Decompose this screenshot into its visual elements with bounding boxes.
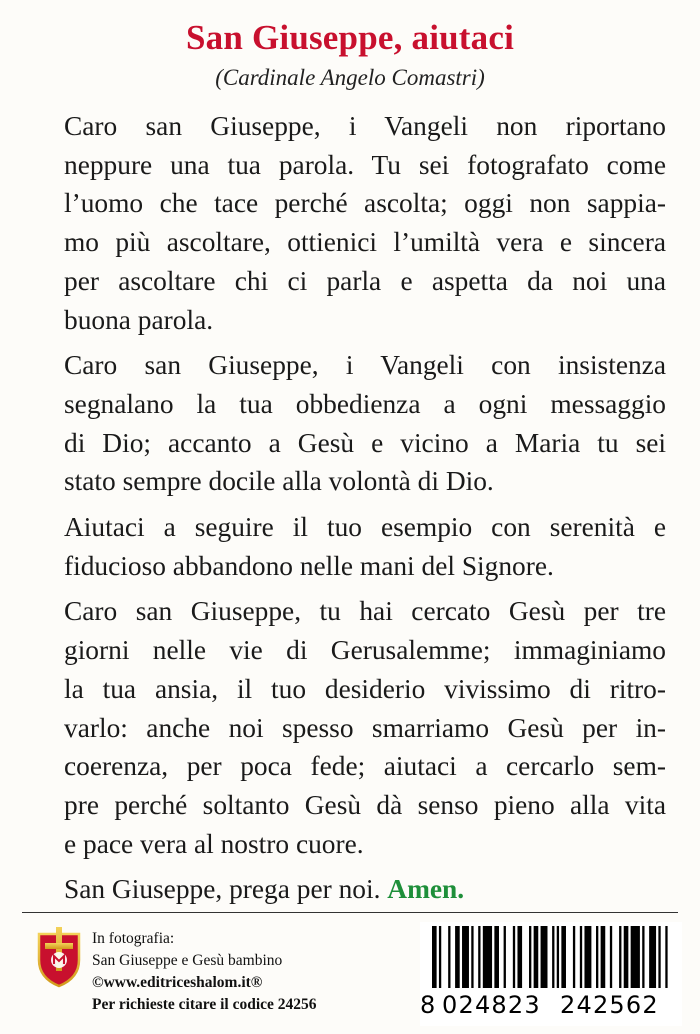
text-line: mo più ascoltare, ottienici l’umiltà vera e sincera (64, 227, 666, 258)
code-note: Per richieste citare il codice 24256 (92, 996, 317, 1013)
text-line: per ascoltare chi ci parla e aspetta da noi una (64, 265, 666, 296)
footer-divider (22, 912, 678, 913)
barcode-bar (478, 926, 480, 996)
barcode-bar (471, 926, 473, 996)
barcode-first-digit: 8 (420, 991, 437, 1019)
paragraph-1 (40, 107, 666, 339)
barcode-bar (631, 926, 640, 996)
text-line: varlo: anche noi spesso smarriamo Gesù per in- (64, 712, 666, 743)
cross-shield-logo-icon (36, 926, 82, 988)
text-line: Caro san Giuseppe, i Vangeli con insistenza (64, 350, 666, 381)
barcode-bar (624, 926, 629, 996)
barcode-bar (448, 926, 450, 996)
text-line: Caro san Giuseppe, i Vangeli non riportano (64, 111, 666, 141)
barcode-bar (596, 926, 598, 996)
text-line: di Dio; accanto a Gesù e vicino a Maria tu sei (64, 427, 666, 458)
prayer-title: San Giuseppe, aiutaci (185, 18, 515, 57)
text-line: fiducioso abbandono nelle mani del Signore. (64, 550, 554, 581)
text-line: pre perché soltanto Gesù dà senso pieno alla vita (64, 789, 666, 820)
barcode-bar (541, 926, 548, 996)
barcode-right-digits: 242562 (560, 991, 659, 1019)
photo-subject: San Giuseppe e Gesù bambino (92, 952, 283, 969)
barcode-bar (439, 926, 441, 996)
photo-label: In fotografia: (92, 930, 175, 947)
barcode-bar (610, 926, 612, 996)
text-line: Caro san Giuseppe, tu hai cercato Gesù per tre (64, 596, 666, 627)
website-text: ©www.editriceshalom.it® (92, 974, 263, 991)
barcode-bar (557, 926, 559, 996)
barcode-bar (642, 926, 644, 996)
footer-credits (92, 928, 412, 1016)
text-line: buona parola. (64, 304, 214, 335)
barcode-bar (432, 926, 437, 996)
text-line: stato sempre docile alla volontà di Dio. (64, 466, 494, 497)
text-line: neppure una tua parola. Tu sei fotografato come (64, 149, 666, 180)
barcode-bar (658, 926, 660, 996)
barcode-bar (517, 926, 522, 996)
prayer-author: (Cardinale Angelo Comastri) (215, 65, 485, 90)
amen-text: Amen. (387, 874, 465, 905)
barcode-bar (601, 926, 606, 996)
barcode-bar (584, 926, 591, 996)
paragraph-4 (40, 592, 666, 863)
barcode-bar (529, 926, 531, 996)
text-line: coerenza, per poca fede; aiutaci a cercarlo sem- (64, 751, 666, 782)
closing-text: San Giuseppe, prega per noi. (64, 874, 381, 905)
barcode-digits (420, 988, 682, 1022)
barcode-bar (619, 926, 621, 996)
text-line: e pace vera al nostro cuore. (64, 828, 364, 859)
barcode-bar (494, 926, 499, 996)
text-line: l’uomo che tace perché ascolta; oggi non sappia- (64, 188, 666, 219)
barcode-bar (513, 926, 515, 996)
closing-line (40, 870, 666, 909)
text-line: segnalano la tua obbedienza a ogni messaggio (64, 388, 666, 419)
barcode-bar (573, 926, 575, 996)
text-line: la tua ansia, il tuo desiderio vivissimo di ritro- (64, 673, 666, 704)
barcode-bar (561, 926, 566, 996)
text-line: giorni nelle vie di Gerusalemme; immaginiamo (64, 635, 666, 666)
barcode-bar (552, 926, 554, 996)
barcode-bar (534, 926, 539, 996)
barcode-bar (483, 926, 492, 996)
barcode-bar (649, 926, 656, 996)
barcode-bar (504, 926, 506, 996)
prayer-body (40, 107, 666, 916)
barcode-bar (462, 926, 469, 996)
barcode-bar (580, 926, 582, 996)
paragraph-3 (40, 508, 666, 585)
barcode-bar (665, 926, 667, 996)
paragraph-2 (40, 346, 666, 501)
barcode-bar (455, 926, 460, 996)
barcode-left-digits: 024823 (442, 991, 541, 1019)
text-line: Aiutaci a seguire il tuo esempio con serenità e (64, 512, 666, 543)
